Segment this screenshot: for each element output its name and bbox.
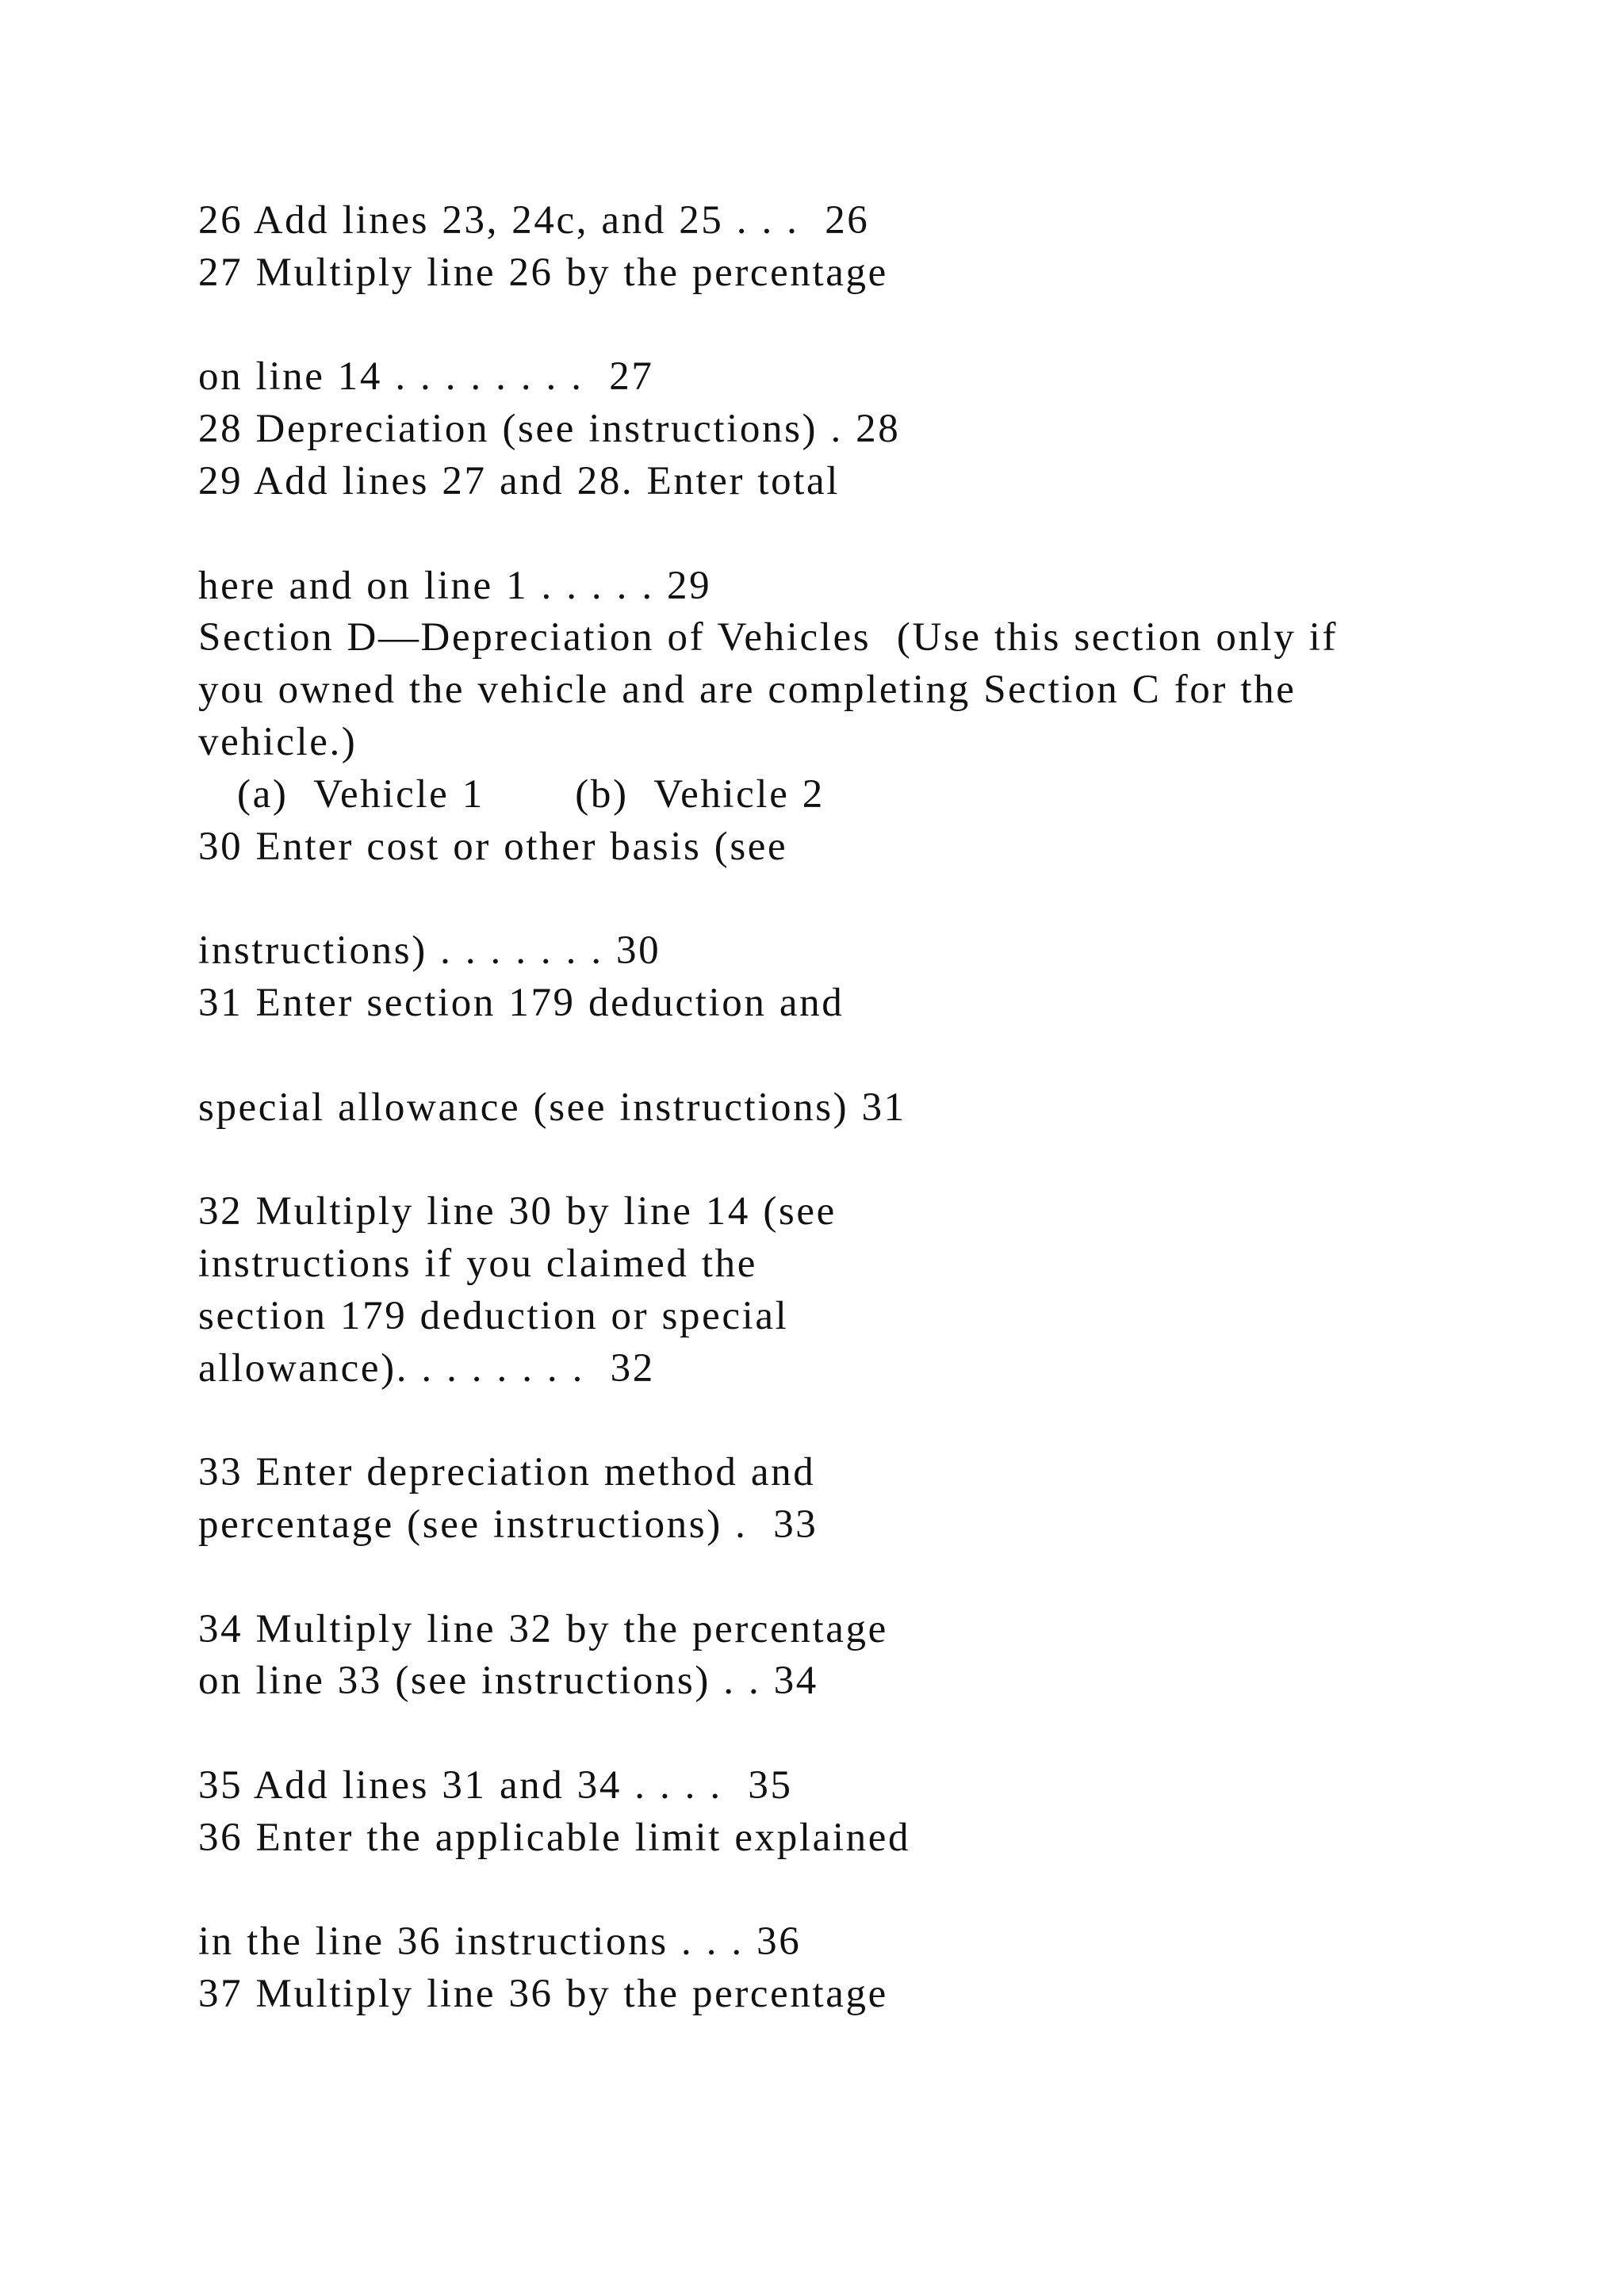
line-32-continuation-1: instructions if you claimed the xyxy=(198,1241,757,1286)
line-33-text: 33 Enter depreciation method and xyxy=(198,1450,816,1495)
blank-line xyxy=(198,300,1546,352)
line-36-continuation: in the line 36 instructions . . . 36 xyxy=(198,1919,802,1965)
line-35-text: 35 Add lines 31 and 34 . . . . 35 xyxy=(198,1762,793,1808)
line-30-continuation: instructions) . . . . . . . 30 xyxy=(198,928,661,974)
blank-line xyxy=(198,1395,1546,1447)
blank-line xyxy=(198,1708,1546,1760)
line-27-text: 27 Multiply line 26 by the percentage xyxy=(198,250,888,295)
line-31-text: 31 Enter section 179 deduction and xyxy=(198,980,845,1025)
line-29-text: 29 Add lines 27 and 28. Enter total xyxy=(198,458,841,503)
blank-line xyxy=(198,873,1546,925)
blank-line xyxy=(198,1552,1546,1604)
line-32-text: 32 Multiply line 30 by line 14 (see xyxy=(198,1189,837,1234)
blank-line xyxy=(198,508,1546,561)
form-text-block xyxy=(198,195,1546,2021)
line-29-continuation: here and on line 1 . . . . . 29 xyxy=(198,563,712,608)
line-36-text: 36 Enter the applicable limit explained xyxy=(198,1815,911,1860)
blank-line xyxy=(198,1134,1546,1186)
section-d-heading-continuation: you owned the vehicle and are completing Section C for the xyxy=(198,668,1297,713)
section-d-heading: Section D—Depreciation of Vehicles (Use this section only if xyxy=(198,615,1339,660)
blank-line xyxy=(198,1030,1546,1082)
line-37-text: 37 Multiply line 36 by the percentage xyxy=(198,1972,888,2017)
line-32-continuation-3: allowance). . . . . . . . 32 xyxy=(198,1345,655,1391)
line-26-text: 26 Add lines 23, 24c, and 25 . . . 26 xyxy=(198,198,870,243)
line-33-continuation: percentage (see instructions) . 33 xyxy=(198,1502,818,1547)
line-28-text: 28 Depreciation (see instructions) . 28 xyxy=(198,407,901,452)
section-d-heading-end: vehicle.) xyxy=(198,719,358,764)
blank-line xyxy=(198,1865,1546,1917)
line-32-continuation-2: section 179 deduction or special xyxy=(198,1293,789,1338)
line-34-continuation: on line 33 (see instructions) . . 34 xyxy=(198,1659,818,1704)
line-31-continuation: special allowance (see instructions) 31 xyxy=(198,1085,906,1130)
line-34-text: 34 Multiply line 32 by the percentage xyxy=(198,1606,888,1651)
line-30-text: 30 Enter cost or other basis (see xyxy=(198,824,788,869)
vehicle-column-headers: (a) Vehicle 1 (b) Vehicle 2 xyxy=(198,771,825,817)
line-27-continuation: on line 14 . . . . . . . . 27 xyxy=(198,354,654,400)
